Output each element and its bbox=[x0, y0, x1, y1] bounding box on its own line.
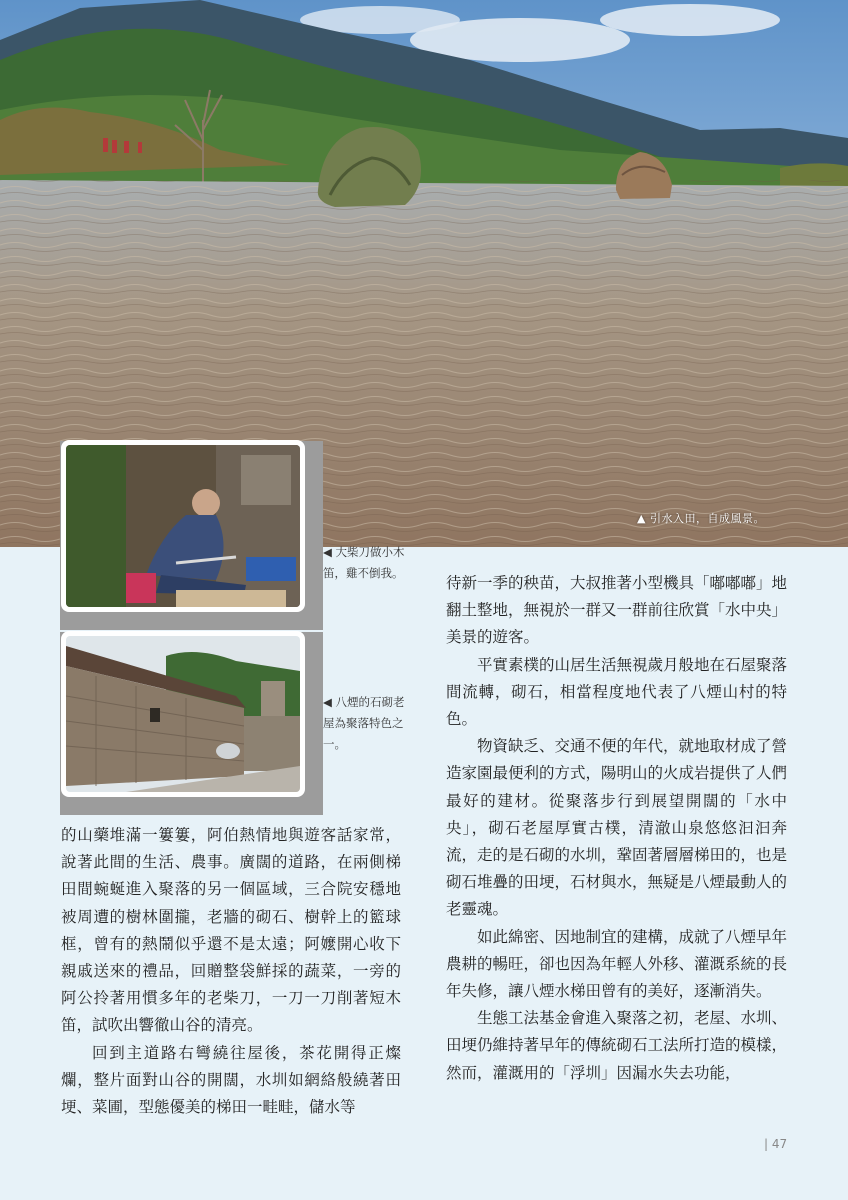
right-paragraph-4: 如此綿密、因地制宜的建構，成就了八煙早年農耕的暢旺，卻也因為年輕人外移、灌溉系統的長年失修，讓八煙水梯田曾有的美好，逐漸消失。 bbox=[446, 927, 788, 1001]
woodcarver-image bbox=[66, 445, 300, 607]
page-number: | 47 bbox=[764, 1137, 788, 1151]
stone-house-photo bbox=[61, 631, 305, 797]
stone-house-caption: ◀ 八煙的石砌老屋為聚落特色之一。 bbox=[323, 695, 405, 751]
woodcarver-caption: ◀ 大柴刀做小木笛，雞不倒我。 bbox=[323, 545, 405, 580]
right-paragraph-5: 生態工法基金會進入聚落之初，老屋、水圳、田埂仍維持著早年的傳統砌石工法所打造的模樣，然而，灌溉用的「浮圳」因漏水失去功能， bbox=[446, 1009, 788, 1082]
left-paragraph-2: 回到主道路右彎繞往屋後，茶花開得正燦爛，整片面對山谷的開闊，水圳如網絡般繞著田埂、菜圃，型態優美的梯田一畦畦，儲水等 bbox=[61, 1043, 401, 1117]
right-column bbox=[446, 570, 787, 1087]
right-paragraph-2: 平實素樸的山居生活無視歲月般地在石屋聚落間流轉，砌石，相當程度地代表了八煙山村的特色。 bbox=[446, 655, 788, 729]
left-column bbox=[61, 822, 401, 1121]
stone-house-image bbox=[66, 636, 300, 792]
woodcarver-photo bbox=[61, 440, 305, 612]
left-paragraph-1: 的山藥堆滿一簍簍，阿伯熱情地與遊客話家常，說著此間的生活、農事。廣闊的道路，在兩側梯田間蜿蜒進入聚落的另一個區域，三合院安穩地被周遭的樹林圍攏，老牆的砌石、樹幹上的籃球框，曾有的熱鬧似乎還不是太遠；阿嬤開心收下親戚送來的禮品，回贈整袋鮮採的蔬菜，一旁的阿公拎著用慣多年的老柴刀，一刀一刀削著短木笛，試吹出響徹山谷的清亮。 bbox=[61, 826, 401, 1035]
right-paragraph-3: 物資缺乏、交通不便的年代，就地取材成了營造家園最便利的方式，陽明山的火成岩提供了人們最好的建材。從聚落步行到展望開闊的「水中央」，砌石老屋厚實古樸，清澈山泉悠悠汩汩奔流，走的是石砌的水圳，鞏固著層層梯田的，也是砌石堆疊的田埂，石材與水，無疑是八煙最動人的老靈魂。 bbox=[446, 737, 788, 919]
right-paragraph-1: 待新一季的秧苗，大叔推著小型機具「嘟嘟嘟」地翻土整地，無視於一群又一群前往欣賞「水中央」美景的遊客。 bbox=[446, 574, 788, 647]
hero-caption: ▲ 引水入田，自成風景。 bbox=[637, 512, 765, 525]
